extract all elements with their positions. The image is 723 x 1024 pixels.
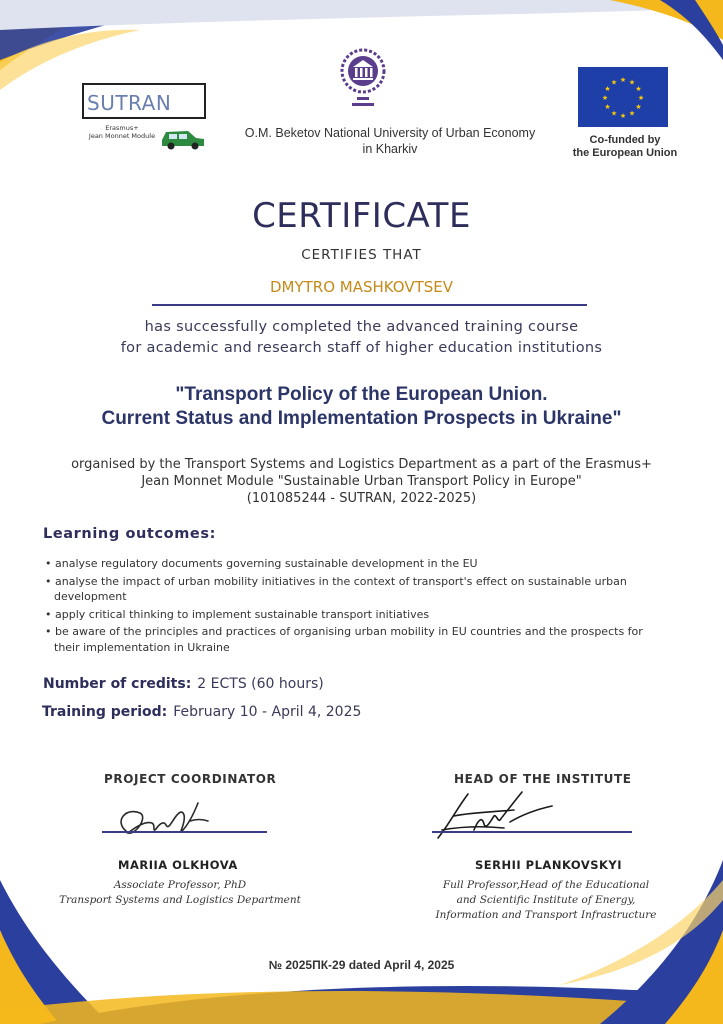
head-position: [430, 878, 662, 923]
coordinator-heading: PROJECT COORDINATOR: [104, 772, 277, 786]
coordinator-position-line-2: Transport Systems and Logistics Department: [59, 894, 301, 906]
head-signature: [434, 786, 564, 846]
eu-cofunded-text: [560, 134, 690, 160]
eu-flag-icon: [578, 67, 668, 127]
coordinator-signature: [112, 795, 222, 845]
course-title-line-1: "Transport Policy of the European Union.: [175, 384, 548, 405]
completion-line-1: has successfully completed the advanced training course: [144, 319, 579, 335]
credits-value: 2 ECTS (60 hours): [197, 676, 324, 692]
eu-cofunded-line-2: the European Union: [572, 147, 678, 159]
list-item: • be aware of the principles and practices of organising urban mobility in EU countries and the prospects for their implementation in Ukraine: [45, 624, 645, 655]
svg-text:★: ★: [601, 94, 609, 102]
head-position-line-3: Information and Transport Infrastructure: [435, 909, 657, 921]
coordinator-signature-line: [102, 831, 267, 833]
coordinator-name: MARIIA OLKHOVA: [118, 858, 238, 872]
svg-text:★: ★: [610, 109, 618, 118]
organiser-line-1: organised by the Transport Systems and Logistics Department as a part of the Erasmus+: [71, 457, 652, 472]
credits-row: [43, 676, 324, 692]
learning-outcomes-list: [45, 556, 645, 657]
list-item: • analyse the impact of urban mobility initiatives in the context of transport's effect on sustainable urban development: [45, 574, 645, 605]
course-title-line-2: Current Status and Implementation Prospects in Ukraine": [101, 408, 622, 429]
completion-line-2: for academic and research staff of higher education institutions: [120, 340, 603, 356]
learning-outcomes-title: Learning outcomes:: [43, 526, 216, 542]
coordinator-position: [55, 878, 305, 908]
head-signature-line: [432, 831, 632, 833]
recipient-name: DMYTRO MASHKOVTSEV: [269, 278, 454, 296]
svg-text:★: ★: [628, 109, 636, 118]
svg-text:★: ★: [637, 94, 645, 102]
svg-text:★: ★: [635, 85, 642, 93]
coordinator-position-line-1: Associate Professor, PhD: [113, 879, 247, 891]
organiser-line-2: Jean Monnet Module "Sustainable Urban Transport Policy in Europe": [141, 474, 582, 489]
training-period-label: Training period:: [42, 704, 168, 720]
certificate-number: № 2025ПК-29 dated April 4, 2025: [268, 958, 455, 972]
certifies-that: CERTIFIES THAT: [301, 247, 422, 263]
sutran-logo-text: SUTRAN: [87, 91, 172, 115]
head-position-line-1: Full Professor,Head of the Educational: [442, 879, 650, 891]
university-name-line-2: in Kharkiv: [362, 142, 418, 156]
car-icon: [158, 126, 206, 150]
head-of-institute-heading: HEAD OF THE INSTITUTE: [454, 772, 632, 786]
head-name: SERHII PLANKOVSKYI: [475, 858, 623, 872]
sutran-subtitle-line-1: Erasmus+: [105, 124, 139, 132]
sutran-subtitle-line-2: Jean Monnet Module: [88, 132, 156, 140]
completion-statement: [0, 317, 723, 359]
list-item: • analyse regulatory documents governing sustainable development in the EU: [45, 556, 645, 572]
svg-text:★: ★: [628, 78, 636, 87]
svg-text:★: ★: [604, 103, 611, 111]
head-position-line-2: and Scientific Institute of Energy,: [456, 894, 636, 906]
svg-text:★: ★: [619, 112, 627, 120]
training-period-row: [42, 704, 361, 720]
organiser-line-3: (101085244 - SUTRAN, 2022-2025): [246, 491, 477, 506]
eu-cofunded-line-1: Co-funded by: [589, 134, 661, 146]
organiser-statement: [0, 456, 723, 507]
recipient-underline: [152, 304, 587, 306]
course-title: [0, 383, 723, 431]
svg-text:★: ★: [604, 85, 611, 93]
sutran-logo-subtitle: [72, 124, 172, 140]
certificate-title: CERTIFICATE: [252, 196, 471, 236]
top-band-gray: [0, 0, 723, 30]
training-period-value: February 10 - April 4, 2025: [173, 704, 362, 720]
list-item: • apply critical thinking to implement sustainable transport initiatives: [45, 607, 645, 623]
university-name-line-1: O.M. Beketov National University of Urban Economy: [244, 126, 536, 140]
svg-text:★: ★: [619, 76, 627, 84]
university-name: [230, 125, 550, 157]
svg-text:★: ★: [610, 78, 618, 87]
university-emblem-icon: [340, 47, 386, 111]
credits-label: Number of credits:: [43, 676, 192, 692]
svg-text:★: ★: [635, 103, 642, 111]
